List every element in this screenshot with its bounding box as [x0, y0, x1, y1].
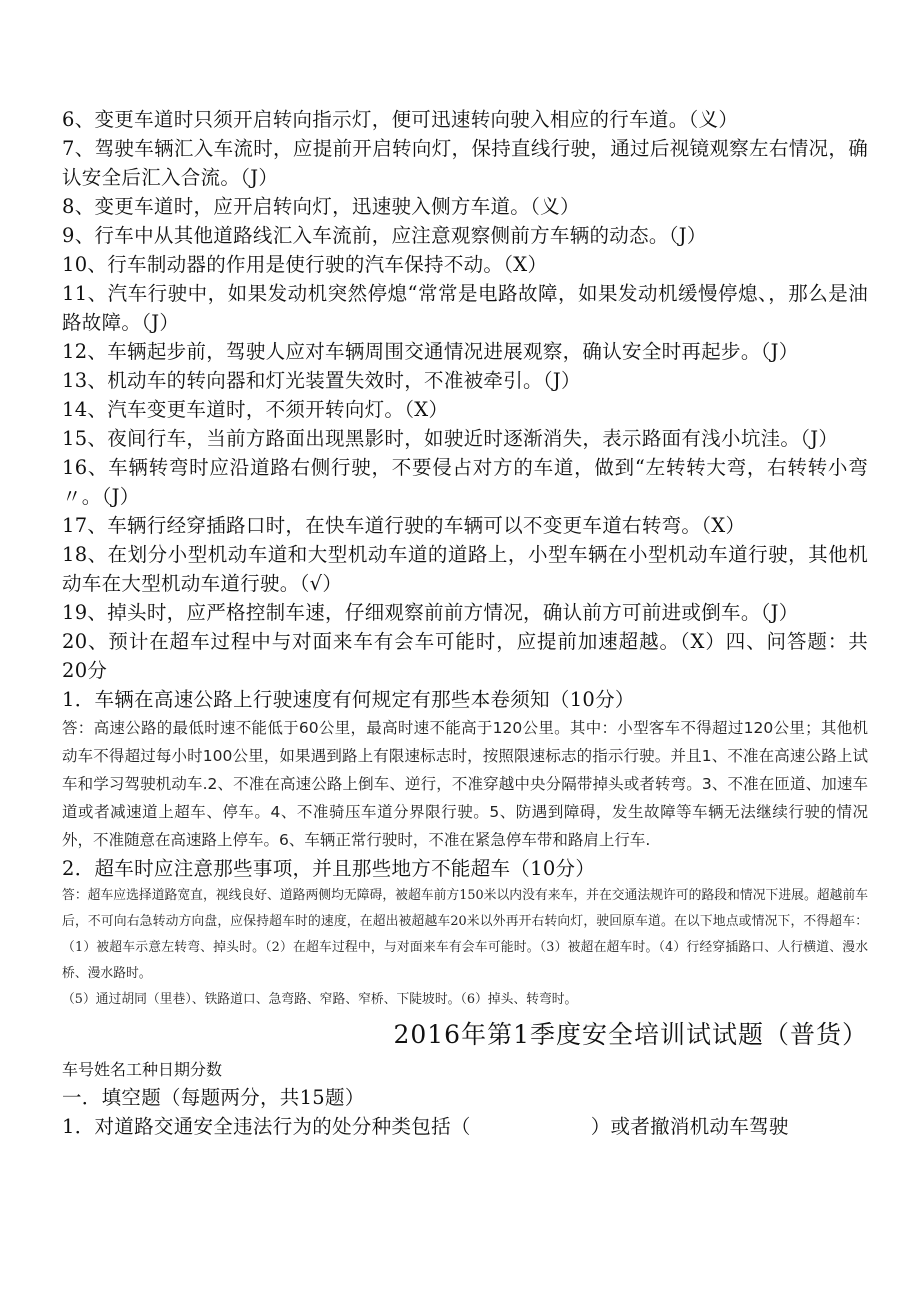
exam-title: 2016年第1季度安全培训试试题（普货）	[393, 1020, 868, 1049]
question-13: 13、机动车的转向器和灯光装置失效时，不准被牵引。（J）	[62, 369, 581, 392]
fill-q1-after: ）或者撤消机动车驾驶	[590, 1115, 789, 1138]
question-18: 18、在划分小型机动车道和大型机动车道的道路上，小型车辆在小型机动车道行驶，其他机动车在大型机动车道行驶。（√）	[62, 543, 868, 595]
question-19: 19、掉头时，应严格控制车速，仔细观察前前方情况，确认前方可前进或倒车。（J）	[62, 601, 799, 624]
true-false-section	[62, 105, 868, 685]
fill-q1-before: 1．对道路交通安全违法行为的处分种类包括（	[62, 1115, 471, 1138]
next-exam-section	[62, 1017, 868, 1141]
fill-question-1	[62, 1112, 868, 1141]
question-16: 16、车辆转弯时应沿道路右侧行驶，不要侵占对方的车道，做到“左转转大弯，右转转小弯〃。（J）	[62, 456, 868, 508]
question-17: 17、车辆行经穿插路口时，在快车道行驶的车辆可以不变更车道右转弯。（X）	[62, 514, 746, 537]
qa-section	[62, 685, 868, 1013]
question-7: 7、驾驶车辆汇入车流时，应提前开启转向灯，保持直线行驶，通过后视镜观察左右情况，确认安全后汇入合流。（J）	[62, 137, 868, 189]
qa2-question: 2．超车时应注意那些事项，并且那些地方不能超车（10分）	[62, 857, 596, 880]
question-10: 10、行车制动器的作用是使行驶的汽车保持不动。（X）	[62, 253, 548, 276]
question-15: 15、夜间行车，当前方路面出现黑影时，如驶近时逐渐消失，表示路面有浅小坑洼。（J）	[62, 427, 839, 450]
fill-section-heading: 一．填空题（每题两分，共15题）	[62, 1086, 365, 1109]
question-8: 8、变更车道时，应开启转向灯，迅速驶入侧方车道。（义）	[62, 195, 580, 218]
exam-meta-line: 车号姓名工种日期分数	[62, 1060, 223, 1079]
question-14: 14、汽车变更车道时，不须开转向灯。（X）	[62, 398, 449, 421]
question-12: 12、车辆起步前，驾驶人应对车辆周围交通情况进展观察，确认安全时再起步。（J）	[62, 340, 799, 363]
qa2-answer-cont: （5）通过胡同（里巷）、铁路道口、急弯路、窄路、窄桥、下陡坡时。（6）掉头、转弯时。	[62, 992, 578, 1007]
question-6: 6、变更车道时只须开启转向指示灯，便可迅速转向驶入相应的行车道。（义）	[62, 108, 739, 131]
qa1-answer: 答：高速公路的最低时速不能低于60公里，最高时速不能高于120公里。其中：小型客车不得超过120公里；其他机动车不得超过每小时100公里，如果遇到路上有限速标志时，按照限速标志的指示行驶。并且1、不准在高速公路上试车和学习驾驶机动车.2、不准在高速公路上倒车、逆行，不准穿越中央分隔带掉头或者转弯。3、不准在匝道、加速车道或者减速道上超车、停车。4、不准骑压车道分界限行驶。5、防遇到障碍，发生故障等车辆无法继续行驶的情况外，不准随意在高速路上停车。6、车辆正常行驶时，不准在紧急停车带和路肩上行车.	[62, 719, 868, 849]
question-20: 20、预计在超车过程中与对面来车有会车可能时，应提前加速超越。（X）四、问答题：共20分	[62, 630, 868, 682]
qa1-question: 1．车辆在高速公路上行驶速度有何规定有那些本卷须知（10分）	[62, 688, 635, 711]
question-9: 9、行车中从其他道路线汇入车流前，应注意观察侧前方车辆的动态。（J）	[62, 224, 707, 247]
question-11: 11、汽车行驶中，如果发动机突然停熄“常常是电路故障，如果发动机缓慢停熄、，那么是油路故障。（J）	[62, 282, 868, 334]
qa2-answer: 答：超车应选择道路宽直，视线良好、道路两侧均无障碍，被超车前方150米以内没有来车，并在交通法规许可的路段和情况下进展。超越前车后，不可向右急转动方向盘，应保持超车时的速度，在超出被超越车20米以外再开右转向灯，驶回原车道。在以下地点或情况下，不得超车：（1）被超车示意左转弯、掉头时。（2）在超车过程中，与对面来车有会车可能时。（3）被超在超车时。（4）行经穿插路口、人行横道、漫水桥、漫水路时。	[62, 888, 868, 981]
